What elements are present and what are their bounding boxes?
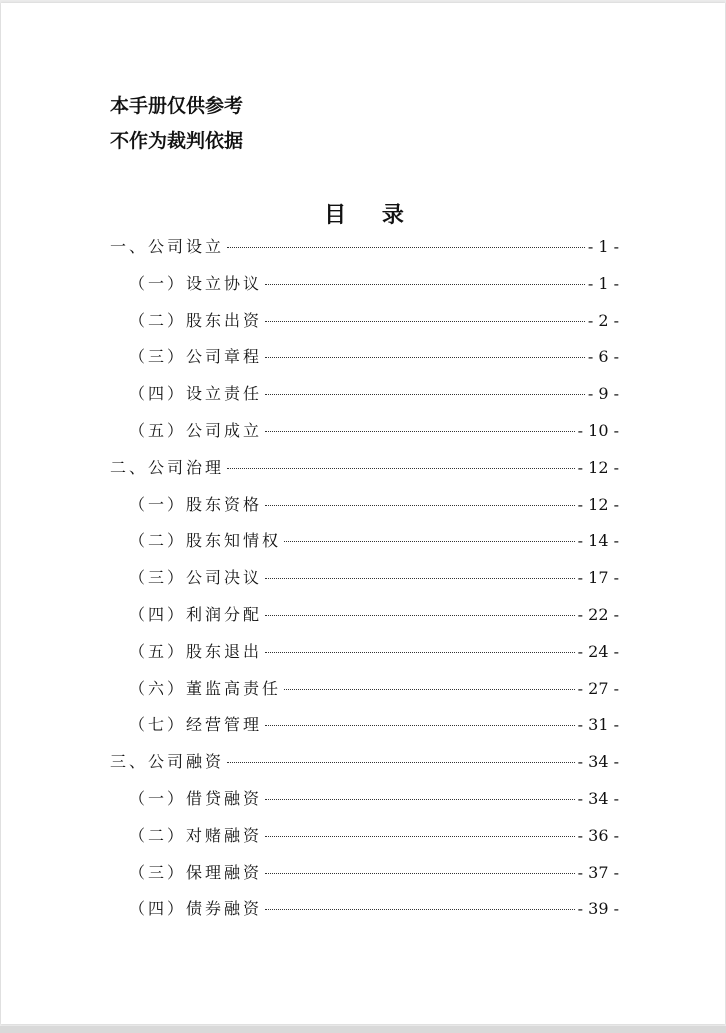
toc-entry[interactable] bbox=[129, 712, 619, 740]
toc-dot-leader bbox=[284, 689, 575, 690]
toc-dot-leader bbox=[265, 431, 575, 432]
toc-entry[interactable] bbox=[110, 749, 619, 777]
toc-entry[interactable] bbox=[129, 271, 619, 299]
toc-entry-page: - 34 - bbox=[577, 789, 619, 808]
disclaimer-line-2: 不作为裁判依据 bbox=[110, 130, 244, 152]
toc-entry-page: - 9 - bbox=[587, 384, 619, 403]
page-separator bbox=[0, 1026, 726, 1033]
toc-dot-leader bbox=[265, 578, 575, 579]
toc-entry-label: （六）董监高责任 bbox=[129, 679, 282, 698]
disclaimer-line-1: 本手册仅供参考 bbox=[110, 95, 244, 117]
toc-entry-label: （五）公司成立 bbox=[129, 421, 263, 440]
toc-entry-page: - 34 - bbox=[577, 752, 619, 771]
toc-dot-leader bbox=[265, 284, 585, 285]
toc-entry-page: - 10 - bbox=[577, 421, 619, 440]
toc-entry[interactable] bbox=[110, 455, 619, 483]
toc-entry-label: （四）设立责任 bbox=[129, 384, 263, 403]
toc-entry[interactable] bbox=[129, 344, 619, 372]
toc-entry-page: - 24 - bbox=[577, 642, 619, 661]
toc-dot-leader bbox=[265, 909, 575, 910]
toc-entry-label: （一）设立协议 bbox=[129, 274, 263, 293]
toc-entry-label: （一）股东资格 bbox=[129, 495, 263, 514]
toc-entry-page: - 1 - bbox=[587, 237, 619, 256]
toc-entry-label: 二、公司治理 bbox=[110, 458, 225, 477]
toc-entry-label: （七）经营管理 bbox=[129, 715, 263, 734]
toc-entry-label: （二）对赌融资 bbox=[129, 826, 263, 845]
toc-entry-label: （三）保理融资 bbox=[129, 863, 263, 882]
toc-dot-leader bbox=[284, 541, 575, 542]
toc-entry-page: - 17 - bbox=[577, 568, 619, 587]
toc-dot-leader bbox=[265, 615, 575, 616]
toc-dot-leader bbox=[265, 799, 575, 800]
toc-entry[interactable] bbox=[129, 528, 619, 556]
toc-entry-page: - 14 - bbox=[577, 531, 619, 550]
toc-entry[interactable] bbox=[129, 308, 619, 336]
toc-dot-leader bbox=[265, 836, 575, 837]
toc-entry-page: - 22 - bbox=[577, 605, 619, 624]
toc-entry[interactable] bbox=[129, 786, 619, 814]
toc-entry-page: - 31 - bbox=[577, 715, 619, 734]
toc-entry[interactable] bbox=[129, 418, 619, 446]
toc-entry-label: （二）股东出资 bbox=[129, 311, 263, 330]
toc-dot-leader bbox=[265, 357, 585, 358]
toc-entry-label: （三）公司章程 bbox=[129, 347, 263, 366]
toc-entry[interactable] bbox=[129, 381, 619, 409]
toc-entry[interactable] bbox=[129, 565, 619, 593]
toc-entry-label: 三、公司融资 bbox=[110, 752, 225, 771]
toc-entry-label: （一）借贷融资 bbox=[129, 789, 263, 808]
toc-dot-leader bbox=[227, 247, 585, 248]
toc-dot-leader bbox=[265, 652, 575, 653]
toc-entry-page: - 2 - bbox=[587, 311, 619, 330]
toc-entry[interactable] bbox=[129, 676, 619, 704]
toc-entry[interactable] bbox=[129, 602, 619, 630]
toc-entry-label: （五）股东退出 bbox=[129, 642, 263, 661]
toc-dot-leader bbox=[265, 873, 575, 874]
toc-entry[interactable] bbox=[129, 639, 619, 667]
toc-dot-leader bbox=[265, 505, 575, 506]
toc-entry-label: 一、公司设立 bbox=[110, 237, 225, 256]
toc-entry[interactable] bbox=[110, 234, 619, 262]
toc-entry-page: - 1 - bbox=[587, 274, 619, 293]
toc-entry-label: （四）债券融资 bbox=[129, 899, 263, 918]
document-page bbox=[1, 3, 725, 1024]
toc-entry-page: - 27 - bbox=[577, 679, 619, 698]
toc-entry[interactable] bbox=[129, 896, 619, 924]
toc-dot-leader bbox=[265, 394, 585, 395]
toc-entry-page: - 36 - bbox=[577, 826, 619, 845]
toc-dot-leader bbox=[227, 762, 575, 763]
toc-entry-label: （四）利润分配 bbox=[129, 605, 263, 624]
toc-title: 目 录 bbox=[324, 202, 418, 228]
toc-entry[interactable] bbox=[129, 492, 619, 520]
toc-entry[interactable] bbox=[129, 860, 619, 888]
toc-dot-leader bbox=[265, 725, 575, 726]
toc-entry-label: （二）股东知情权 bbox=[129, 531, 282, 550]
toc-entry-page: - 12 - bbox=[577, 458, 619, 477]
toc-entry-page: - 39 - bbox=[577, 899, 619, 918]
toc-entry-page: - 6 - bbox=[587, 347, 619, 366]
toc-entry-page: - 37 - bbox=[577, 863, 619, 882]
toc-dot-leader bbox=[227, 468, 575, 469]
toc-dot-leader bbox=[265, 321, 585, 322]
toc-entry-page: - 12 - bbox=[577, 495, 619, 514]
toc-entry[interactable] bbox=[129, 823, 619, 851]
toc-entry-label: （三）公司决议 bbox=[129, 568, 263, 587]
